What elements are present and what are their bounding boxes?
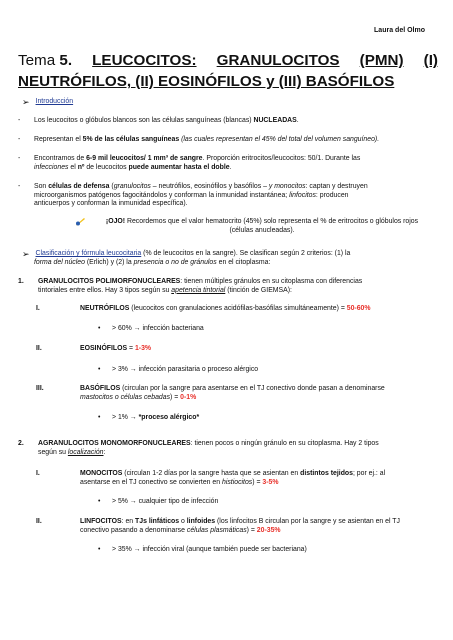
roman-numeral-2: II.	[36, 345, 42, 352]
linfocitos-item: LINFOCITOS: en TJs linfáticos o linfoides (los linfocitos B circulan por la sangre y se asientan en el TJ conectivo pasando a denominarse células plasmáticas) = 20-35%	[80, 518, 400, 534]
granulocitos-description: GRANULOCITOS POLIMORFONUCLEARES: tienen múltiples gránulos en su citoplasma con diferencias tintoriales entre ellos. Hay 3 tipos según su apetencia tintorial (tinción de GIEMSA):	[38, 278, 363, 294]
roman-numeral-1: I.	[36, 305, 40, 312]
basofilos-item: BASÓFILOS (circulan por la sangre para asentarse en el TJ conectivo donde pasan a denominarse mastocitos o células cebadas) = 0-1%	[80, 385, 385, 401]
roman-numeral-3: III.	[36, 385, 44, 392]
eosinofilos-item: EOSINÓFILOS = 1-3%	[80, 345, 152, 352]
intro-paragraph-1: - Los leucocitos o glóbulos blancos son las células sanguíneas (blancas) NUCLEADAS.	[18, 117, 299, 124]
agranulocitos-description: AGRANULOCITOS MONOMORFONUCLEARES: tienen pocos o ningún gránulo en su citoplasma. Hay 2 tipos según su localización:	[38, 440, 379, 456]
roman-numeral-2b: II.	[36, 518, 42, 525]
classification-heading: ➢ Clasificación y fórmula leucocitaria (% de leucocitos en la sangre). Se clasifican según 2 criterios: (1) la forma del núcleo (Erlich) y (2) la presencia o no de gránulos en el citoplasma:	[22, 249, 351, 266]
warning-note: ¡OJO! Recordemos que el valor hematocrito (45%) solo representa el % de eritrocitos o glóbulos rojos (células anucleadas).	[105, 218, 419, 234]
title-word-2: GRANULOCITOS	[216, 52, 340, 69]
linfocitos-bullet: • > 35% → infección viral (aunque también puede ser bacteriana)	[98, 546, 307, 553]
intro-paragraph-2: - Representan el 5% de las células sanguíneas (las cuales representan el 45% del total del volumen sanguíneo).	[18, 136, 380, 143]
intro-heading: ➢ Introducción	[22, 97, 74, 108]
intro-paragraph-3: - Encontramos de 6-9 mil leucocitos/ 1 mm³ de sangre. Proporción eritrocitos/leucocitos: 50/1. Durante las infecciones el nº de leucocitos puede aumentar hasta el doble.	[18, 155, 361, 171]
title-word-4: (I)	[423, 52, 438, 69]
monocitos-bullet: • > 5% → cualquier tipo de infección	[98, 498, 219, 505]
monocitos-item: MONOCITOS (circulan 1-2 días por la sangre hasta que se asientan en distintos tejidos; por ej.: al asentarse en el TJ conectivo se convierten en histiocitos) = 3-5%	[80, 470, 386, 486]
roman-numeral-1b: I.	[36, 470, 40, 477]
warning-icon	[74, 216, 88, 226]
intro-paragraph-4: - Son células de defensa (granulocitos – neutrófilos, eosinófilos y basófilos – y monocitos: captan y destruyen microorganismos patógenos fagocitándolos y conforman la inmunidad instantánea; linfocitos: producen anticuerpos y conforman la inmunidad específica).	[18, 183, 368, 208]
arrow-bullet-icon: ➢	[22, 97, 30, 108]
arrow-bullet-icon: ➢	[22, 249, 30, 260]
group-number-1: 1.	[18, 278, 24, 285]
neutrofilos-item: NEUTRÓFILOS (leucocitos con granulaciones acidófilas-basófilas simultáneamente) = 50-60%	[80, 305, 371, 312]
group-number-2: 2.	[18, 440, 24, 447]
page-title	[18, 50, 438, 92]
basofilos-bullet: • > 1% → *proceso alérgico*	[98, 414, 200, 421]
eosinofilos-bullet: • > 3% → infección parasitaria o proceso alérgico	[98, 366, 259, 373]
title-word-3: (PMN)	[359, 52, 404, 69]
title-line-2: NEUTRÓFILOS, (II) EOSINÓFILOS y (III) BASÓFILOS	[18, 73, 395, 90]
author-name: Laura del Olmo	[374, 27, 425, 34]
title-tema: Tema 5.	[18, 52, 73, 69]
title-word-1: LEUCOCITOS:	[92, 52, 197, 69]
neutrofilos-bullet: • > 60% → infección bacteriana	[98, 325, 204, 332]
